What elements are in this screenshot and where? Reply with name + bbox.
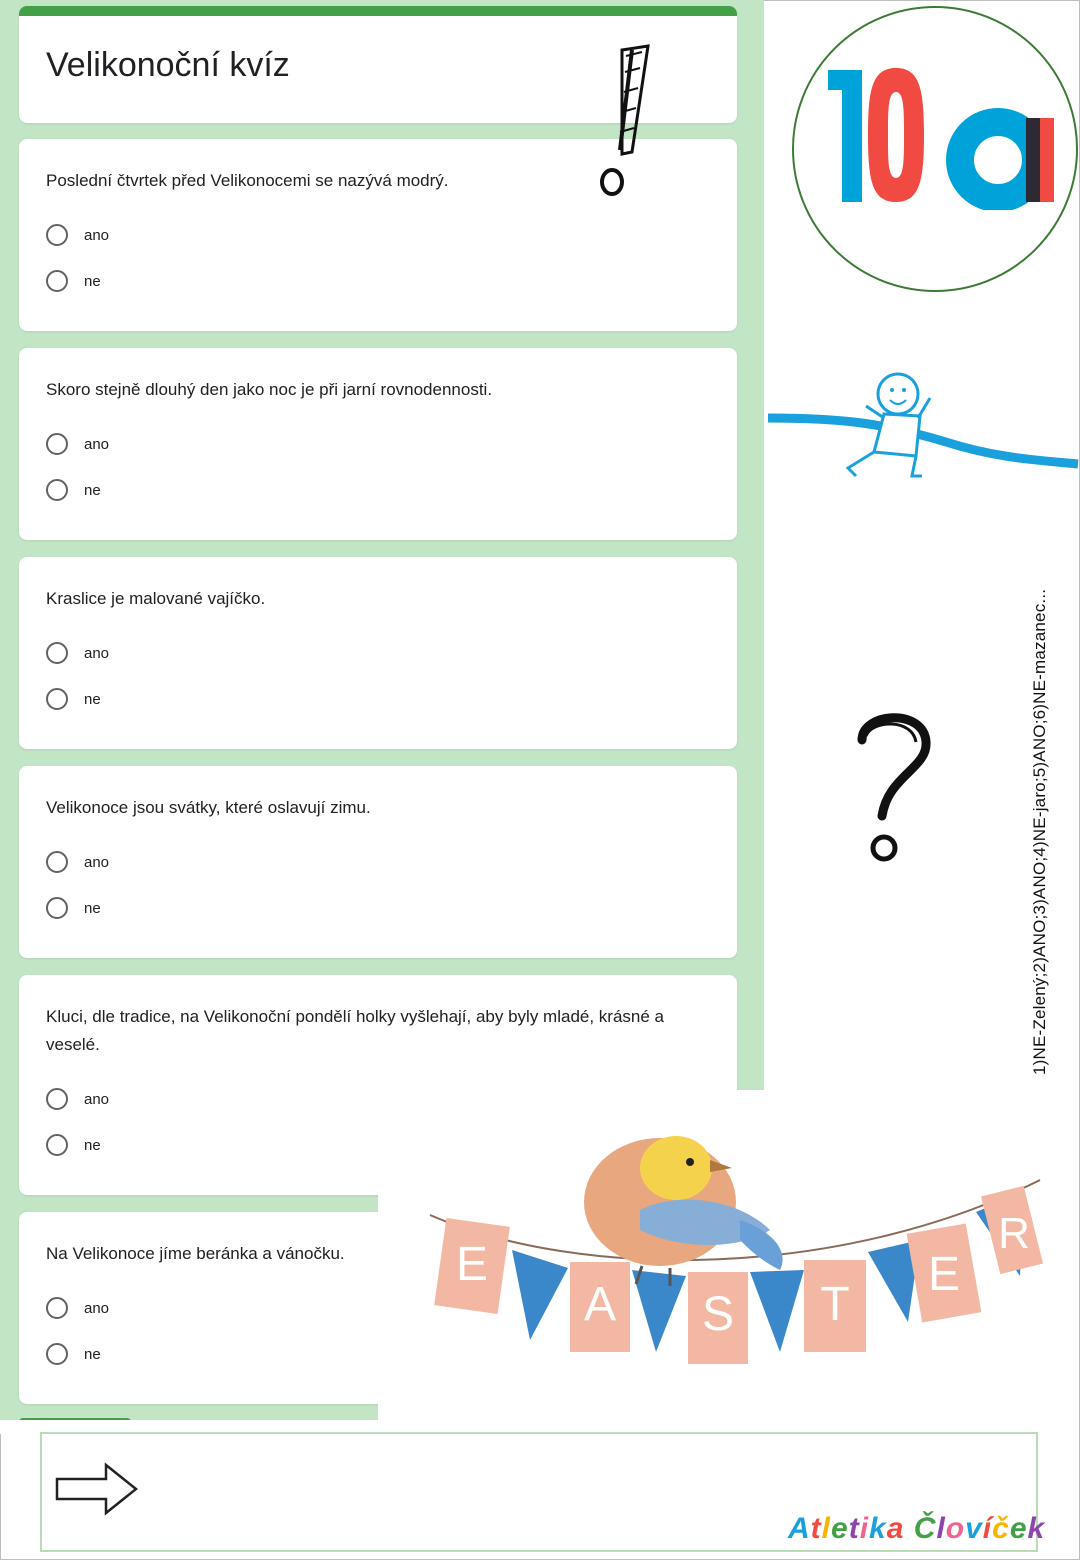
logo-text: 10a	[940, 208, 942, 209]
form-title: Velikonoční kvíz	[46, 46, 290, 84]
option-label: ne	[84, 1136, 101, 1154]
radio-button[interactable]	[46, 851, 68, 873]
option-label: ne	[84, 899, 101, 917]
option-label: ano	[84, 644, 110, 662]
question-card-2	[19, 348, 737, 540]
option-ne[interactable]	[46, 1133, 101, 1157]
option-ne[interactable]	[46, 896, 101, 920]
option-label: ne	[84, 481, 101, 499]
option-label: ne	[84, 690, 101, 708]
option-ano[interactable]	[46, 850, 109, 874]
exclamation-mark-icon	[592, 42, 662, 202]
easter-bunting-illustration	[420, 1120, 1060, 1380]
radio-button[interactable]	[46, 479, 68, 501]
question-text: Kraslice je malované vajíčko.	[46, 589, 266, 608]
option-label: ne	[84, 1345, 101, 1363]
option-ne[interactable]	[46, 687, 101, 711]
option-ano[interactable]	[46, 1087, 109, 1111]
logo-10a	[820, 60, 1060, 210]
arrow-right-icon[interactable]	[54, 1462, 140, 1516]
option-ne[interactable]	[46, 269, 101, 293]
question-text: Velikonoce jsou svátky, které oslavují zimu.	[46, 798, 371, 817]
radio-button[interactable]	[46, 1343, 68, 1365]
question-card-3	[19, 557, 737, 749]
brand-name: Atletika Človíček	[788, 1512, 1046, 1545]
option-label: ano	[84, 435, 110, 453]
child-line-illustration	[766, 360, 1080, 490]
question-text: Kluci, dle tradice, na Velikonoční pondělí holky vyšlehají, aby byly mladé, krásné a veselé.	[46, 1007, 665, 1054]
option-ano[interactable]	[46, 1296, 109, 1320]
radio-button[interactable]	[46, 433, 68, 455]
question-text: Na Velikonoce jíme beránka a vánočku.	[46, 1244, 345, 1263]
option-label: ano	[84, 226, 110, 244]
question-text: Poslední čtvrtek před Velikonocemi se nazývá modrý.	[46, 171, 449, 190]
option-ne[interactable]	[46, 478, 101, 502]
option-ne[interactable]	[46, 1342, 101, 1366]
radio-button[interactable]	[46, 897, 68, 919]
option-label: ano	[84, 1090, 110, 1108]
option-ano[interactable]	[46, 641, 109, 665]
bunting-letter: S	[701, 1288, 735, 1341]
option-ano[interactable]	[46, 223, 109, 247]
question-mark-icon	[852, 706, 936, 866]
radio-button[interactable]	[46, 224, 68, 246]
option-label: ano	[84, 853, 110, 871]
radio-button[interactable]	[46, 270, 68, 292]
question-text: Skoro stejně dlouhý den jako noc je při jarní rovnodennosti.	[46, 380, 493, 399]
radio-button[interactable]	[46, 688, 68, 710]
answers-key: 1)NE-Zelený;2)ANO;3)ANO;4)NE-jaro;5)ANO;6)NE-mazanec...	[1030, 588, 1049, 1075]
radio-button[interactable]	[46, 1134, 68, 1156]
bunting-letter: T	[820, 1278, 850, 1331]
radio-button[interactable]	[46, 642, 68, 664]
option-label: ano	[84, 1299, 110, 1317]
bunting-letter: R	[998, 1209, 1030, 1258]
question-card-4	[19, 766, 737, 958]
radio-button[interactable]	[46, 1088, 68, 1110]
option-label: ne	[84, 272, 101, 290]
bunting-letter: A	[583, 1278, 617, 1331]
option-ano[interactable]	[46, 432, 109, 456]
brand-logo	[788, 1512, 1045, 1546]
bunting-letter: E	[927, 1248, 961, 1301]
radio-button[interactable]	[46, 1297, 68, 1319]
bunting-letter: E	[455, 1238, 489, 1291]
